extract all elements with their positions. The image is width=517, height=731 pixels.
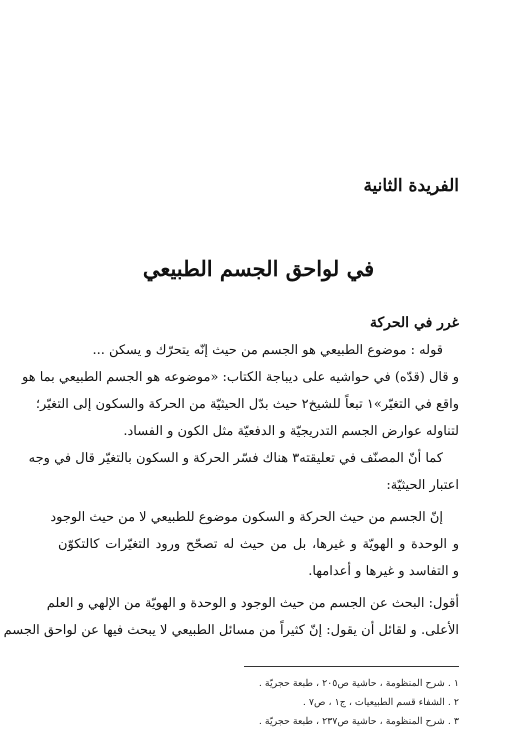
body-line: و قال (قدّه) في حواشيه على ديباجة الكتاب: «موضوعه هو الجسم الطبيعي بما هو	[21, 370, 459, 385]
body-line: اعتبار الحيثيّة:	[386, 478, 459, 493]
chapter-title: في لواحق الجسم الطبيعي	[142, 256, 375, 281]
quote-line: و الوحدة و الهويّة و غيرها، بل من حيث له تصحّح ورود التغيّرات كالتكوّن	[58, 537, 459, 552]
section-label: الفريدة الثانية	[363, 176, 459, 196]
body-line: قوله : موضوع الطبيعي هو الجسم من حيث إنّه يتحرّك و يسكن ...	[92, 343, 443, 358]
footnote: ٣ . شرح المنظومة ، حاشية ص٢٣٧ ، طبعة حجريّة .	[258, 716, 459, 727]
footnote: ١ . شرح المنظومة ، حاشية ص٢٠٥ ، طبعة حجريّة .	[258, 678, 459, 689]
body-line: كما أنّ المصنّف في تعليقته٣ هناك فسّر الحركة و السكون بالتغيّر قال في وجه	[28, 451, 443, 466]
quote-line: و التفاسد و غيرها و أعدامها.	[308, 564, 459, 579]
footnote-rule	[244, 666, 459, 667]
body-line: لتناوله عوارض الجسم التدريجيّة و الدفعيّة مثل الكون و الفساد.	[123, 424, 459, 439]
quote-line: إنّ الجسم من حيث الحركة و السكون موضوع للطبيعي لا من حيث الوجود	[50, 510, 443, 525]
subheading: غرر في الحركة	[369, 315, 459, 331]
body-line: الأعلى. و لقائل أن يقول: إنّ كثيراً من مسائل الطبيعي لا يبحث فيها عن لواحق الجسم	[3, 623, 459, 638]
footnote: ٢ . الشفاء قسم الطبيعيات ، ج١ ، ص٧ .	[302, 697, 459, 708]
body-line: أقول: البحث عن الجسم من حيث الوجود و الوحدة و الهويّة من الإلهي و العلم	[46, 596, 459, 611]
body-line: واقع في التغيّر»١ تبعاً للشيخ٢ حيث بدّل الحيثيّة من الحركة والسكون إلى التغيّر؛	[35, 397, 459, 412]
